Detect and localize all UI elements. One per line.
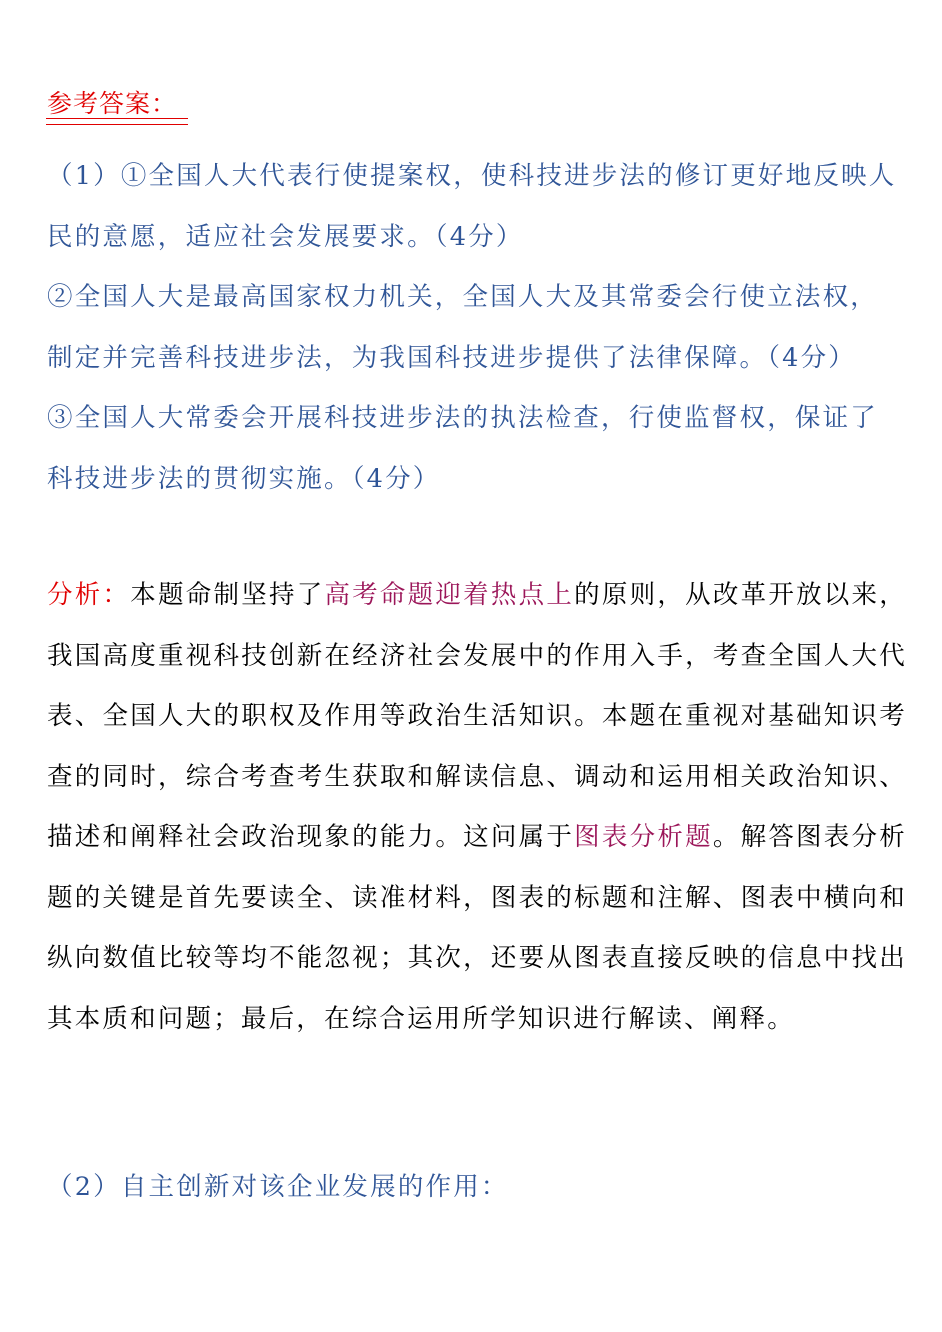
answer-item-1: （1）①全国人大代表行使提案权，使科技进步法的修订更好地反映人民的意愿，适应社会发展要求。（4分） xyxy=(47,161,897,252)
analysis-text-2: 的原则，从改革开放以来，我国高度重视科技创新在经济社会发展中的作用入手，考查全国人大代表、全国人大的职权及作用等政治生活知识。本题在重视对基础知识考查的同时，综合考查考生获取和解读信息、调动和运用相关政治知识、描述和阐释社会政治现象的能力。这问属于 xyxy=(47,580,907,852)
analysis-highlight-1: 高考命题迎着热点上 xyxy=(324,580,575,610)
analysis-text-1: 本题命制坚持了 xyxy=(130,580,325,610)
answer-item-2: ②全国人大是最高国家权力机关，全国人大及其常委会行使立法权，制定并完善科技进步法，为我国科技进步提供了法律保障。（4分） xyxy=(47,282,879,373)
answer-heading: 参考答案： xyxy=(47,89,178,118)
analysis-paragraph xyxy=(47,565,907,1049)
analysis-label: 分析： xyxy=(47,580,131,610)
question-2: （2）自主创新对该企业发展的作用： xyxy=(47,1172,509,1202)
answer-item-3: ③全国人大常委会开展科技进步法的执法检查，行使监督权，保证了科技进步法的贯彻实施。（4分） xyxy=(47,403,879,494)
heading-double-underline xyxy=(46,118,188,125)
answer-block xyxy=(47,146,903,509)
analysis-highlight-2: 图表分析题 xyxy=(574,822,713,852)
analysis-text-3: 。解答图表分析题的关键是首先要读全、读准材料，图表的标题和注解、图表中横向和纵向数值比较等均不能忽视；其次，还要从图表直接反映的信息中找出其本质和问题；最后，在综合运用所学知识进行解读、阐释。 xyxy=(47,822,907,1034)
